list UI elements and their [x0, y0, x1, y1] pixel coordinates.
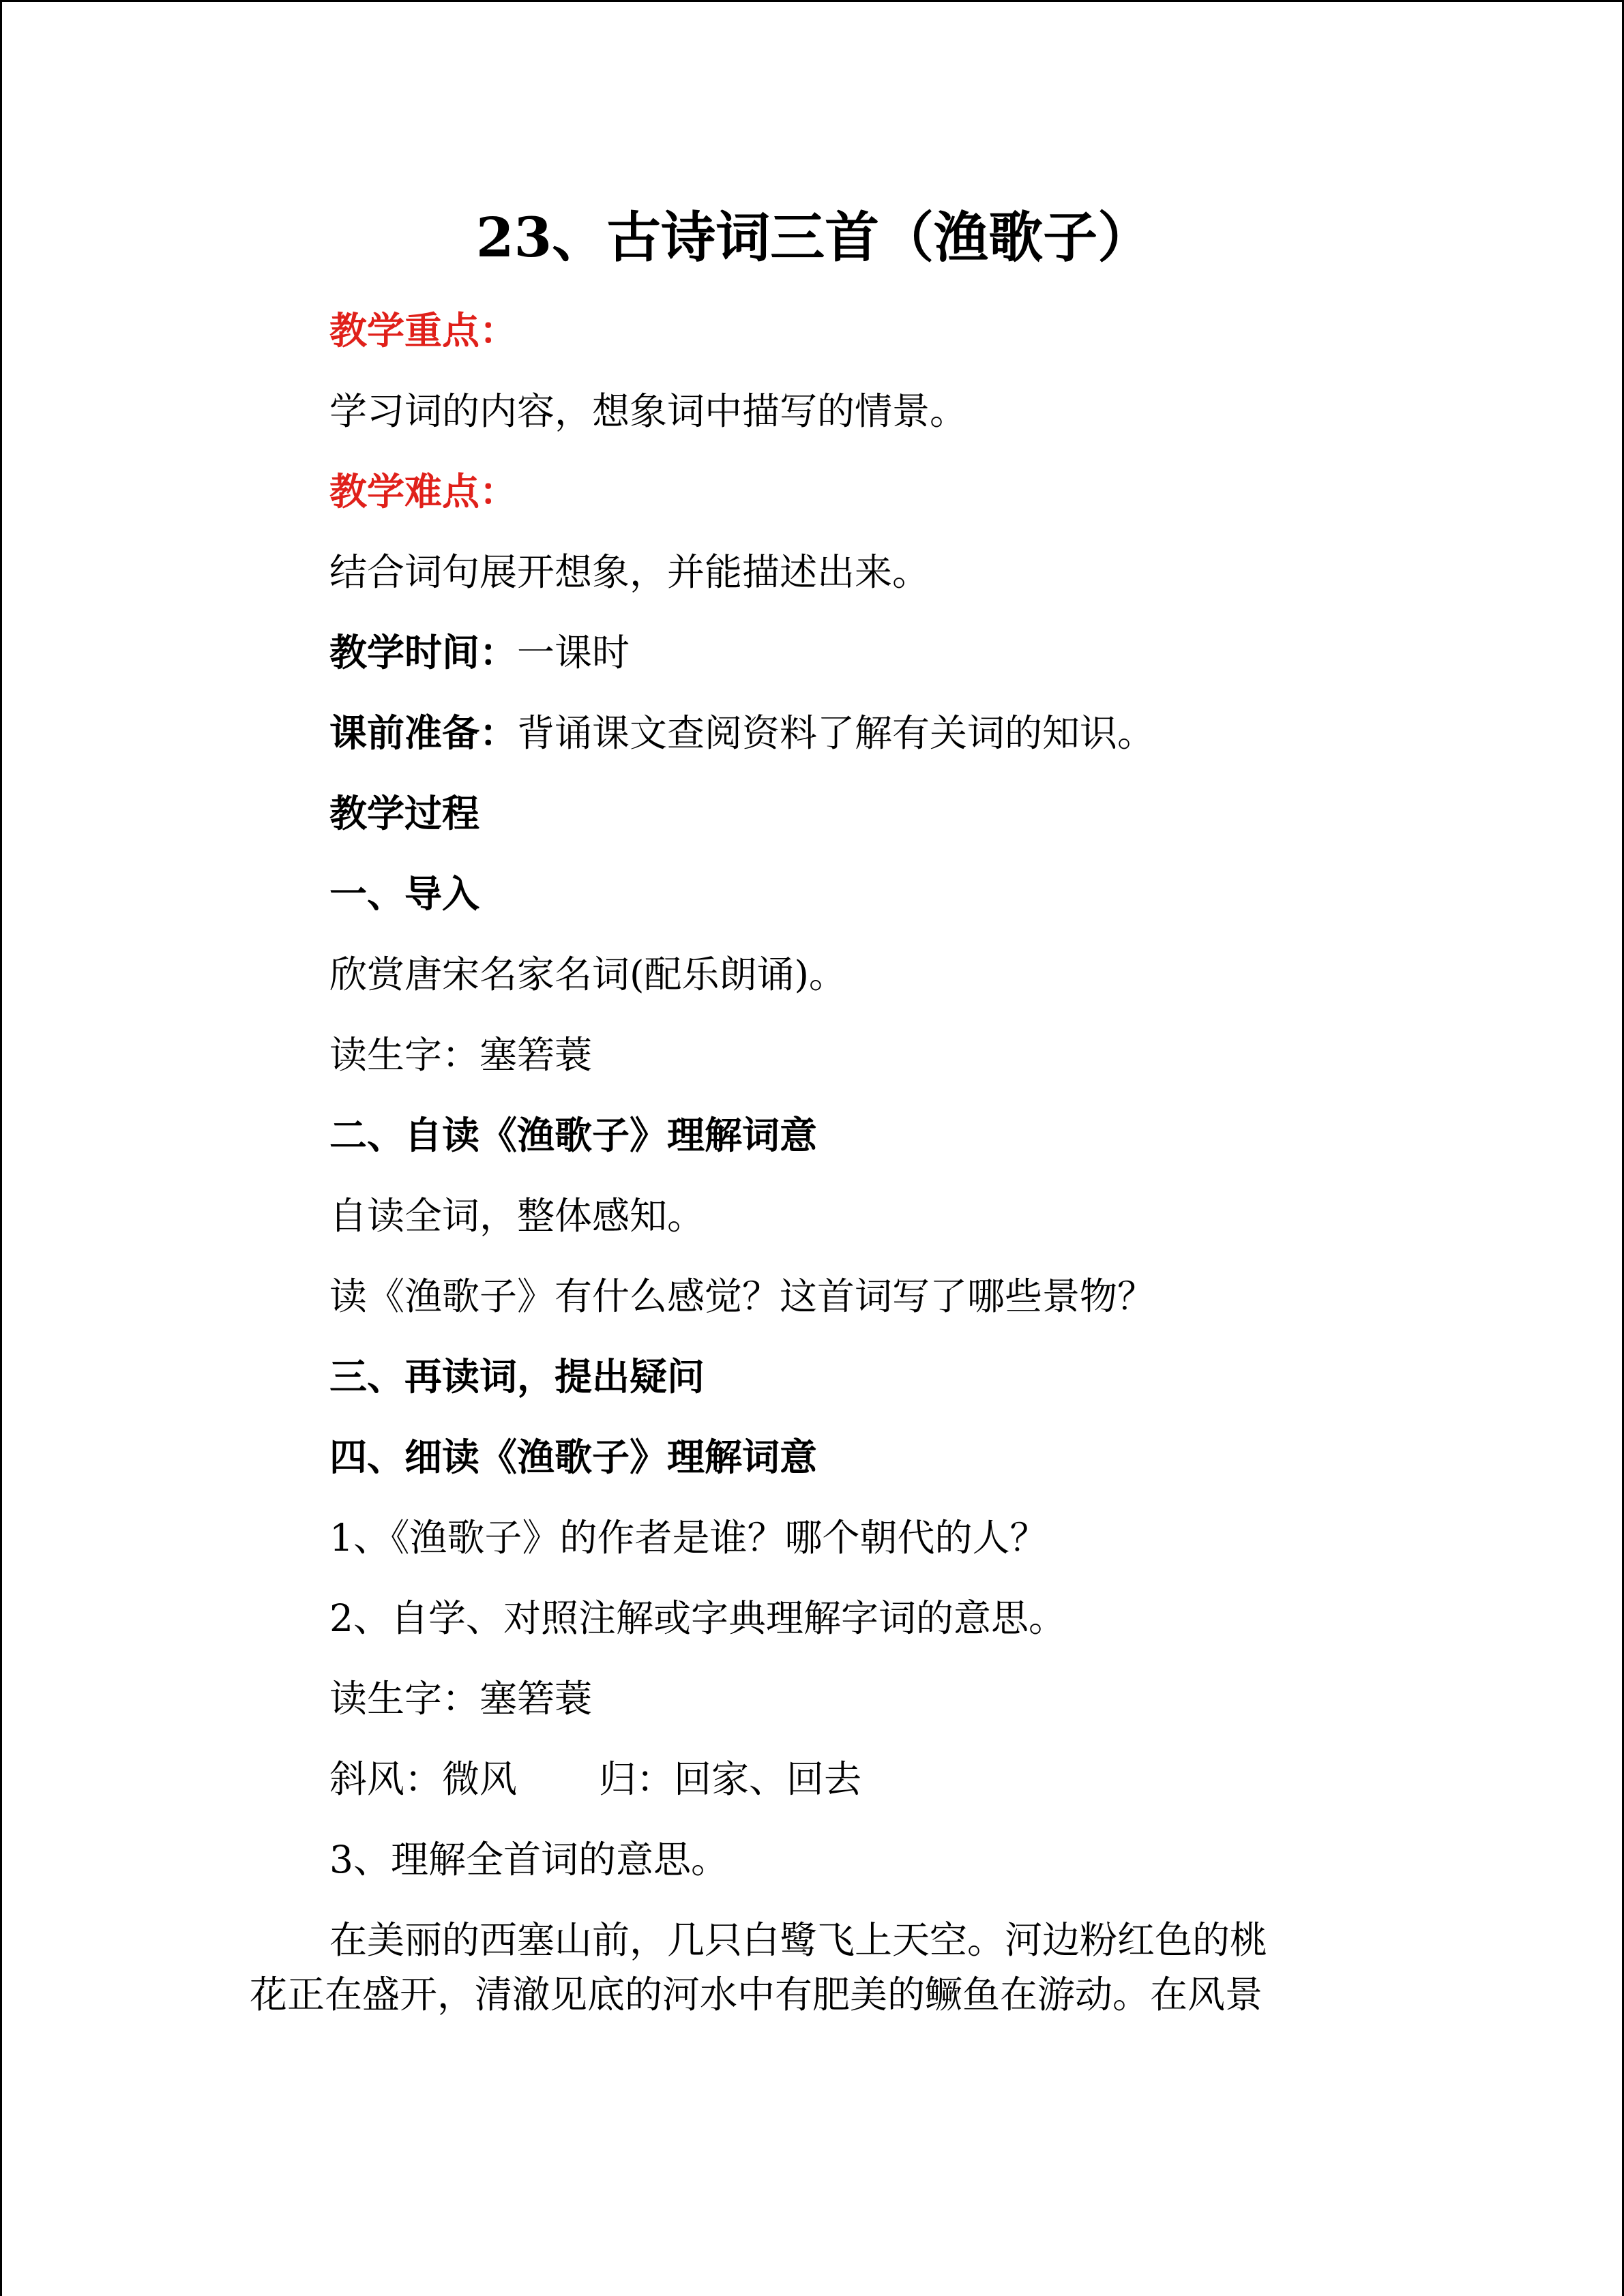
- difficulty-heading: 教学难点：: [329, 469, 518, 513]
- teaching-time-label: 教学时间：: [329, 630, 518, 674]
- section1-heading: 一、导入: [329, 871, 480, 916]
- class-preparation: [329, 706, 1155, 760]
- paragraph-line1: 在美丽的西塞山前，几只白鹭飞上天空。河边粉红色的桃: [329, 1918, 1268, 1962]
- gloss-line: [329, 1752, 861, 1806]
- class-preparation-value: 背诵课文查阅资料了解有关词的知识。: [517, 711, 1155, 755]
- section2-heading: 二、自读《渔歌子》理解词意: [329, 1113, 818, 1157]
- key-point-heading: 教学重点：: [329, 308, 518, 353]
- section4-chars: 读生字：塞箬蓑: [329, 1677, 593, 1720]
- section1-line2: 读生字：塞箬蓑: [329, 1033, 593, 1077]
- section4-item1: 1、《渔歌子》的作者是谁？哪个朝代的人？: [329, 1516, 1048, 1560]
- paragraph-line2: 花正在盛开，清澈见底的河水中有肥美的鳜鱼在游动。在风景: [250, 1973, 1263, 2016]
- section2-line2: 读《渔歌子》有什么感觉？这首词写了哪些景物？: [329, 1274, 1155, 1318]
- section4-heading: 四、细读《渔歌子》理解词意: [329, 1435, 818, 1479]
- section3-heading: 三、再读词，提出疑问: [329, 1354, 705, 1399]
- key-point-text: 学习词的内容，想象词中描写的情景。: [329, 389, 968, 433]
- gloss-xiefeng: 斜风：微风: [329, 1757, 518, 1801]
- class-preparation-label: 课前准备：: [329, 711, 518, 755]
- section1-line1: 欣赏唐宋名家名词(配乐朗诵)。: [329, 953, 846, 996]
- teaching-time: [329, 625, 630, 680]
- section2-line1: 自读全词，整体感知。: [329, 1194, 705, 1238]
- process-heading: 教学过程: [329, 791, 480, 835]
- section4-item2: 2、自学、对照注解或字典理解字词的意思。: [329, 1596, 1066, 1640]
- teaching-time-value: 一课时: [517, 631, 630, 674]
- section4-item3: 3、理解全首词的意思。: [329, 1838, 728, 1881]
- gloss-gui: 归：回家、回去: [599, 1757, 862, 1801]
- page-title: 23、古诗词三首（渔歌子）: [475, 205, 1153, 269]
- difficulty-text: 结合词句展开想象，并能描述出来。: [329, 550, 930, 594]
